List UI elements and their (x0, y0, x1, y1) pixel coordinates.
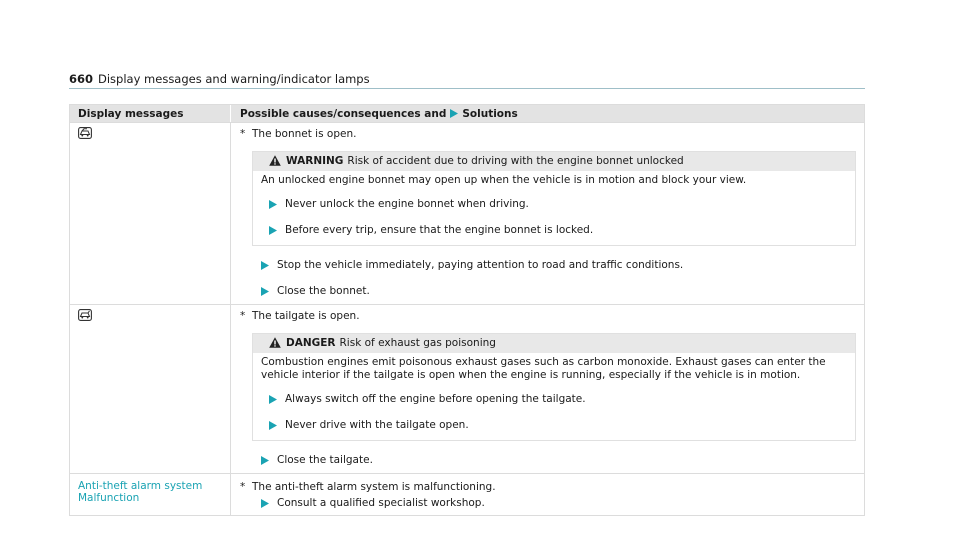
display-message-cell (70, 123, 231, 304)
danger-label: DANGER (286, 337, 336, 349)
cause-line: * The anti-theft alarm system is malfunctioning. (240, 481, 496, 493)
danger-box-header (253, 334, 855, 353)
danger-title: Risk of exhaust gas poisoning (339, 337, 496, 349)
step-arrow-icon (261, 498, 269, 512)
display-message-cell (70, 305, 231, 473)
message-line2: Malfunction (78, 492, 140, 504)
step-arrow-icon (269, 394, 277, 408)
danger-step: Always switch off the engine before opening the tailgate. (261, 392, 847, 408)
col-header-solutions-text: Solutions (462, 108, 518, 120)
warning-box (252, 151, 856, 246)
bonnet-open-icon (78, 127, 230, 139)
causes-cell (231, 123, 864, 304)
step-arrow-icon (261, 455, 269, 469)
tailgate-open-icon (78, 309, 230, 321)
cause-text: The tailgate is open. (252, 310, 360, 322)
col-header-causes-text: Possible causes/consequences and (240, 108, 447, 120)
solution-step: Stop the vehicle immediately, paying attention to road and traffic conditions. (240, 258, 856, 274)
step-arrow-icon (261, 260, 269, 274)
danger-box-body (253, 353, 855, 440)
cause-text: The bonnet is open. (252, 128, 357, 140)
warning-label: WARNING (286, 155, 344, 167)
causes-cell (231, 305, 864, 473)
step-arrow-icon (269, 225, 277, 239)
solution-step: Close the tailgate. (240, 453, 856, 469)
warning-box-header (253, 152, 855, 171)
cause-line: * The bonnet is open. (240, 128, 357, 140)
step-arrow-icon (269, 420, 277, 434)
table-row (70, 122, 864, 304)
solution-step: Consult a qualified specialist workshop. (240, 496, 856, 512)
warning-title: Risk of accident due to driving with the engine bonnet unlocked (347, 155, 684, 167)
causes-cell (231, 474, 864, 515)
warning-text: An unlocked engine bonnet may open up when the vehicle is in motion and block your view. (261, 174, 747, 186)
warning-box-body (253, 171, 855, 245)
step-arrow-icon (261, 286, 269, 300)
page-title: Display messages and warning/indicator lamps (98, 72, 370, 86)
solution-step: Close the bonnet. (240, 284, 856, 300)
danger-text-line2: vehicle interior if the tailgate is open when the engine is running, especially if the vehicle is in motion. (261, 369, 801, 381)
message-line1: Anti-theft alarm system (78, 480, 203, 492)
warning-triangle-icon (269, 337, 281, 351)
cause-line: * The tailgate is open. (240, 310, 360, 322)
display-message-cell (70, 474, 231, 515)
page-number: 660 (69, 72, 94, 86)
page-header (69, 71, 865, 89)
table-header (70, 105, 864, 122)
warning-step: Never unlock the engine bonnet when driving. (261, 197, 847, 213)
col-header-display-messages: Display messages (70, 105, 231, 122)
danger-text-line1: Combustion engines emit poisonous exhaust gases such as carbon monoxide. Exhaust gases can enter the (261, 356, 826, 368)
danger-box (252, 333, 856, 441)
table-row (70, 304, 864, 473)
col-header-causes (231, 105, 864, 122)
solution-arrow-icon (450, 109, 458, 121)
warning-step: Before every trip, ensure that the engine bonnet is locked. (261, 223, 847, 239)
warning-triangle-icon (269, 155, 281, 169)
cause-text: The anti-theft alarm system is malfunctioning. (252, 481, 496, 493)
table-row (70, 473, 864, 515)
danger-step: Never drive with the tailgate open. (261, 418, 847, 434)
step-arrow-icon (269, 199, 277, 213)
messages-table (69, 104, 865, 516)
